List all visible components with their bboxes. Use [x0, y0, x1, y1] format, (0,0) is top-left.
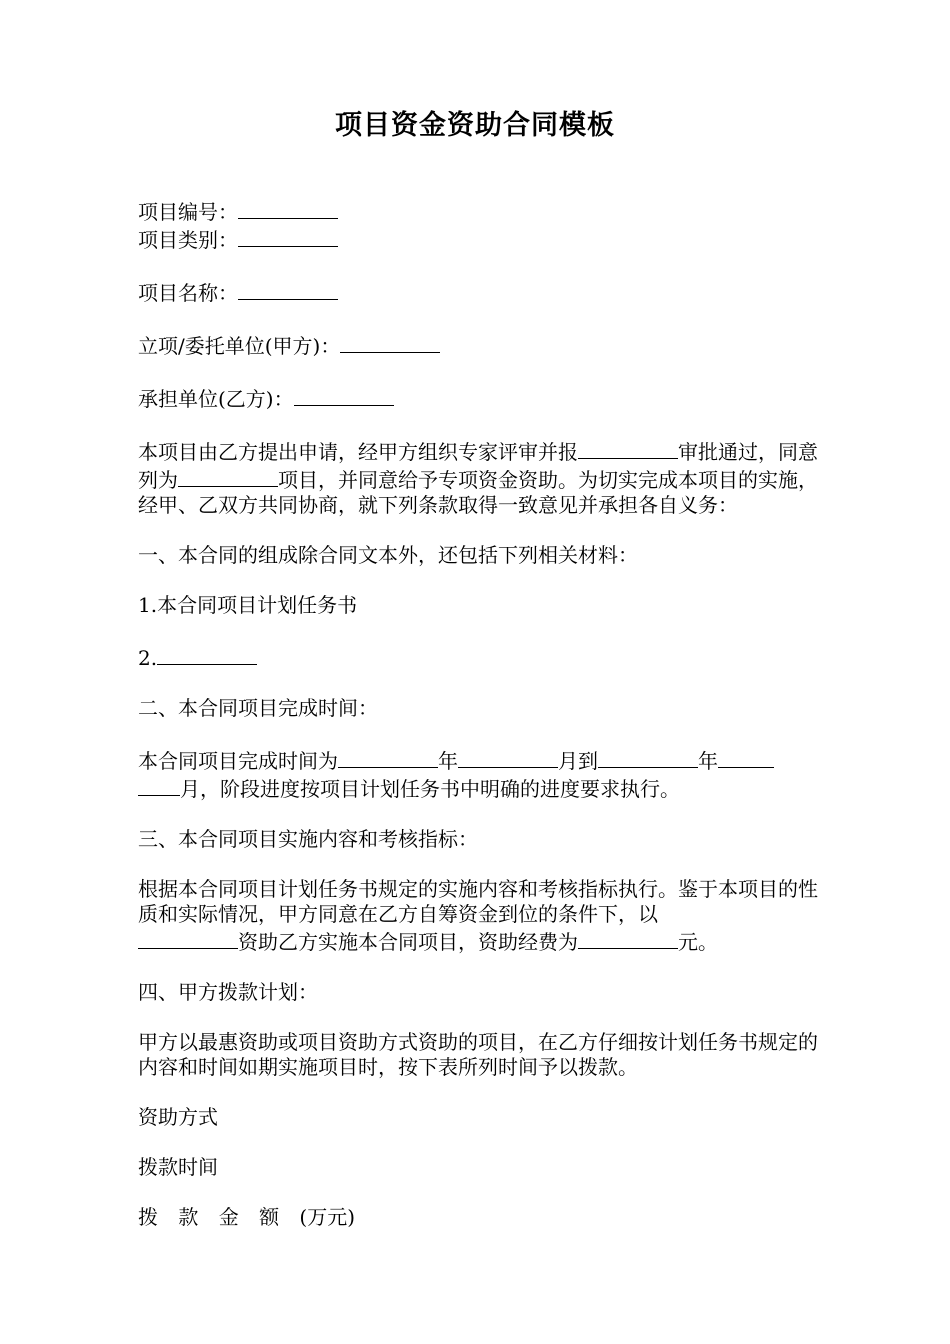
intro-paragraph	[138, 437, 818, 518]
blank-line	[458, 746, 558, 768]
section2-text: 年	[438, 749, 458, 773]
payment-time: 拨款时间	[138, 1155, 218, 1179]
field-label: 项目编号：	[138, 200, 238, 224]
payment-amount: 拨 款 金 额 (万元)	[138, 1205, 356, 1229]
section3-heading: 三、本合同项目实施内容和考核指标：	[138, 827, 478, 851]
blank-line	[238, 197, 338, 219]
intro-text: 审批通过，同意列为	[138, 440, 818, 492]
field-label: 承担单位(乙方)：	[138, 387, 294, 411]
blank-line	[157, 643, 257, 665]
blank-line	[598, 746, 698, 768]
field-label: 项目类别：	[138, 228, 238, 252]
section2-text: 本合同项目完成时间为	[138, 749, 338, 773]
intro-text: 本项目由乙方提出申请，经甲方组织专家评审并报	[138, 440, 578, 464]
blank-line	[718, 746, 774, 768]
blank-line	[578, 437, 678, 459]
section1-heading: 一、本合同的组成除合同文本外，还包括下列相关材料：	[138, 543, 638, 567]
section2-heading: 二、本合同项目完成时间：	[138, 696, 378, 720]
document-body	[138, 197, 818, 1255]
field-label: 立项/委托单位(甲方)：	[138, 334, 341, 358]
blank-line	[238, 278, 338, 300]
section4-heading: 四、甲方拨款计划：	[138, 980, 318, 1004]
document-title: 项目资金资助合同模板	[335, 110, 615, 141]
field-project-category	[138, 225, 818, 253]
blank-line	[338, 746, 438, 768]
item-number: 2.	[138, 646, 158, 670]
section2-text: 年	[698, 749, 718, 773]
section2-paragraph	[138, 746, 818, 802]
section2-text: 月到	[558, 749, 598, 773]
field-project-number	[138, 197, 818, 225]
section2-text: 月，阶段进度按项目计划任务书中明确的进度要求执行。	[180, 777, 680, 801]
section3-paragraph	[138, 877, 818, 955]
funding-method: 资助方式	[138, 1105, 218, 1129]
section3-text: 资助乙方实施本合同项目，资助经费为	[238, 930, 578, 954]
blank-line	[340, 331, 440, 353]
section1-item1: 1.本合同项目计划任务书	[138, 593, 358, 617]
blank-line	[138, 927, 238, 949]
section3-text: 元。	[678, 930, 718, 954]
blank-line	[294, 384, 394, 406]
intro-text: 项目，并同意给予专项资金资助。为切实完成本项目的实施，经甲、乙双方共同协商，就下列条款取得一致意见并承担各自义务：	[138, 468, 818, 517]
section1-item2	[138, 643, 818, 671]
section4-paragraph: 甲方以最惠资助或项目资助方式资助的项目，在乙方仔细按计划任务书规定的内容和时间如期实施项目时，按下表所列时间予以拨款。	[138, 1030, 818, 1079]
field-party-b	[138, 384, 818, 412]
field-project-name	[138, 278, 818, 306]
blank-line	[238, 225, 338, 247]
field-label: 项目名称：	[138, 281, 238, 305]
field-party-a	[138, 331, 818, 359]
blank-line	[178, 465, 278, 487]
section3-text: 根据本合同项目计划任务书规定的实施内容和考核指标执行。鉴于本项目的性质和实际情况，甲方同意在乙方自筹资金到位的条件下，以	[138, 877, 818, 926]
blank-line	[578, 927, 678, 949]
blank-line	[138, 774, 180, 796]
